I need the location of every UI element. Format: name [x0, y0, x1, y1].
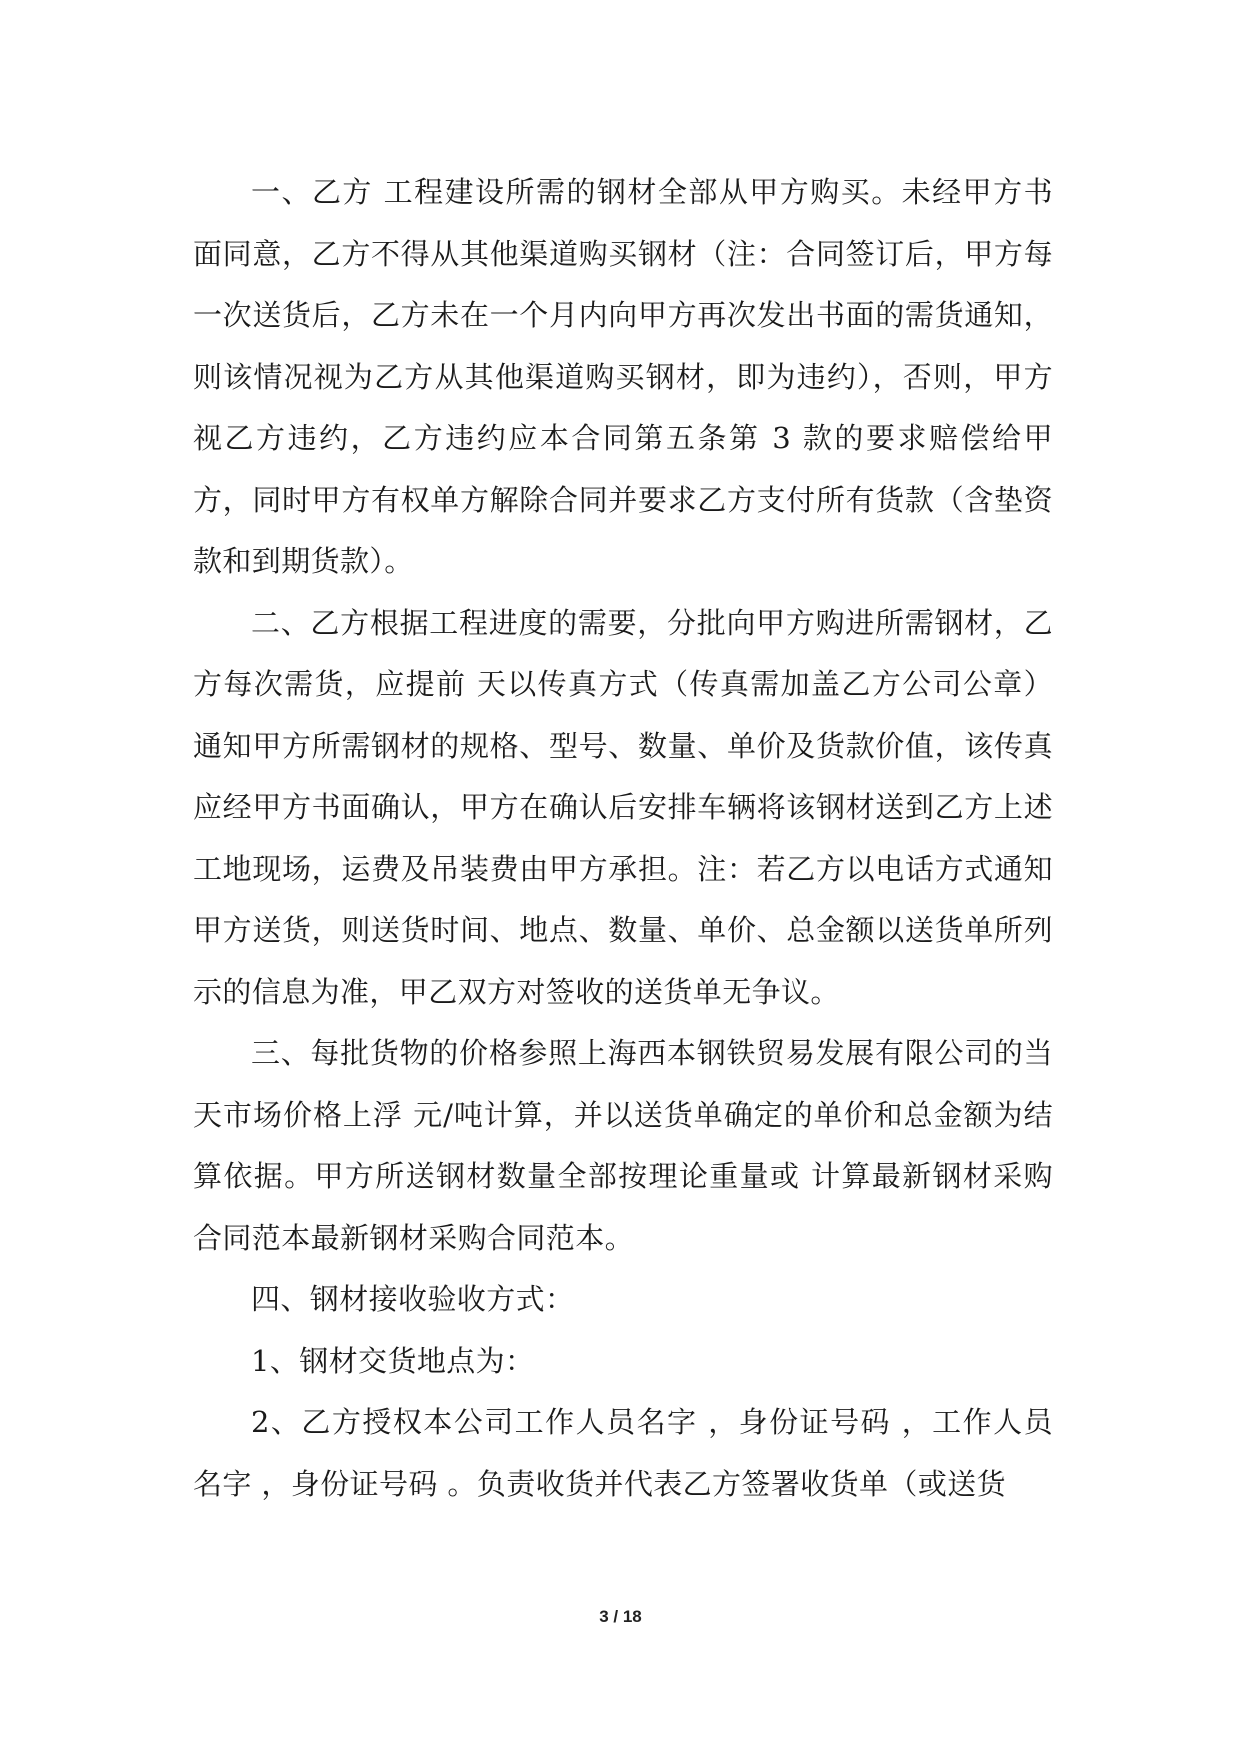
paragraph-clause-2: 二、乙方根据工程进度的需要，分批向甲方购进所需钢材，乙方每次需货，应提前 天以传真方式（传真需加盖乙方公司公章）通知甲方所需钢材的规格、型号、数量、单价及货款价值，该传真应经甲方书面确认，甲方在确认后安排车辆将该钢材送到乙方上述工地现场，运费及吊装费由甲方承担。注：若乙方以电话方式通知甲方送货，则送货时间、地点、数量、单价、总金额以送货单所列示的信息为准，甲乙双方对签收的送货单无争议。 — [193, 605, 1053, 1009]
document-body — [193, 162, 1053, 1515]
paragraph-clause-4-heading: 四、钢材接收验收方式： — [251, 1282, 575, 1316]
paragraph-clause-1: 一、乙方 工程建设所需的钢材全部从甲方购买。未经甲方书面同意，乙方不得从其他渠道购买钢材（注：合同签订后，甲方每一次送货后，乙方未在一个月内向甲方再次发出书面的需货通知，则该情况视为乙方从其他渠道购买钢材，即为违约），否则，甲方视乙方违约，乙方违约应本合同第五条第 3 款的要求赔偿给甲方，同时甲方有权单方解除合同并要求乙方支付所有货款（含垫资款和到期货款）。 — [193, 175, 1053, 578]
page-number: 3 / 18 — [599, 1607, 642, 1626]
paragraph-clause-3: 三、每批货物的价格参照上海西本钢铁贸易发展有限公司的当天市场价格上浮 元/吨计算，并以送货单确定的单价和总金额为结算依据。甲方所送钢材数量全部按理论重量或 计算最新钢材采购合同范本最新钢材采购合同范本。 — [193, 1036, 1053, 1255]
paragraph-item-2: 2、乙方授权本公司工作人员名字 ，身份证号码 ，工作人员名字 ，身份证号码 。负责收货并代表乙方签署收货单（或送货 — [193, 1405, 1053, 1501]
paragraph-item-1: 1、钢材交货地点为： — [251, 1343, 535, 1378]
